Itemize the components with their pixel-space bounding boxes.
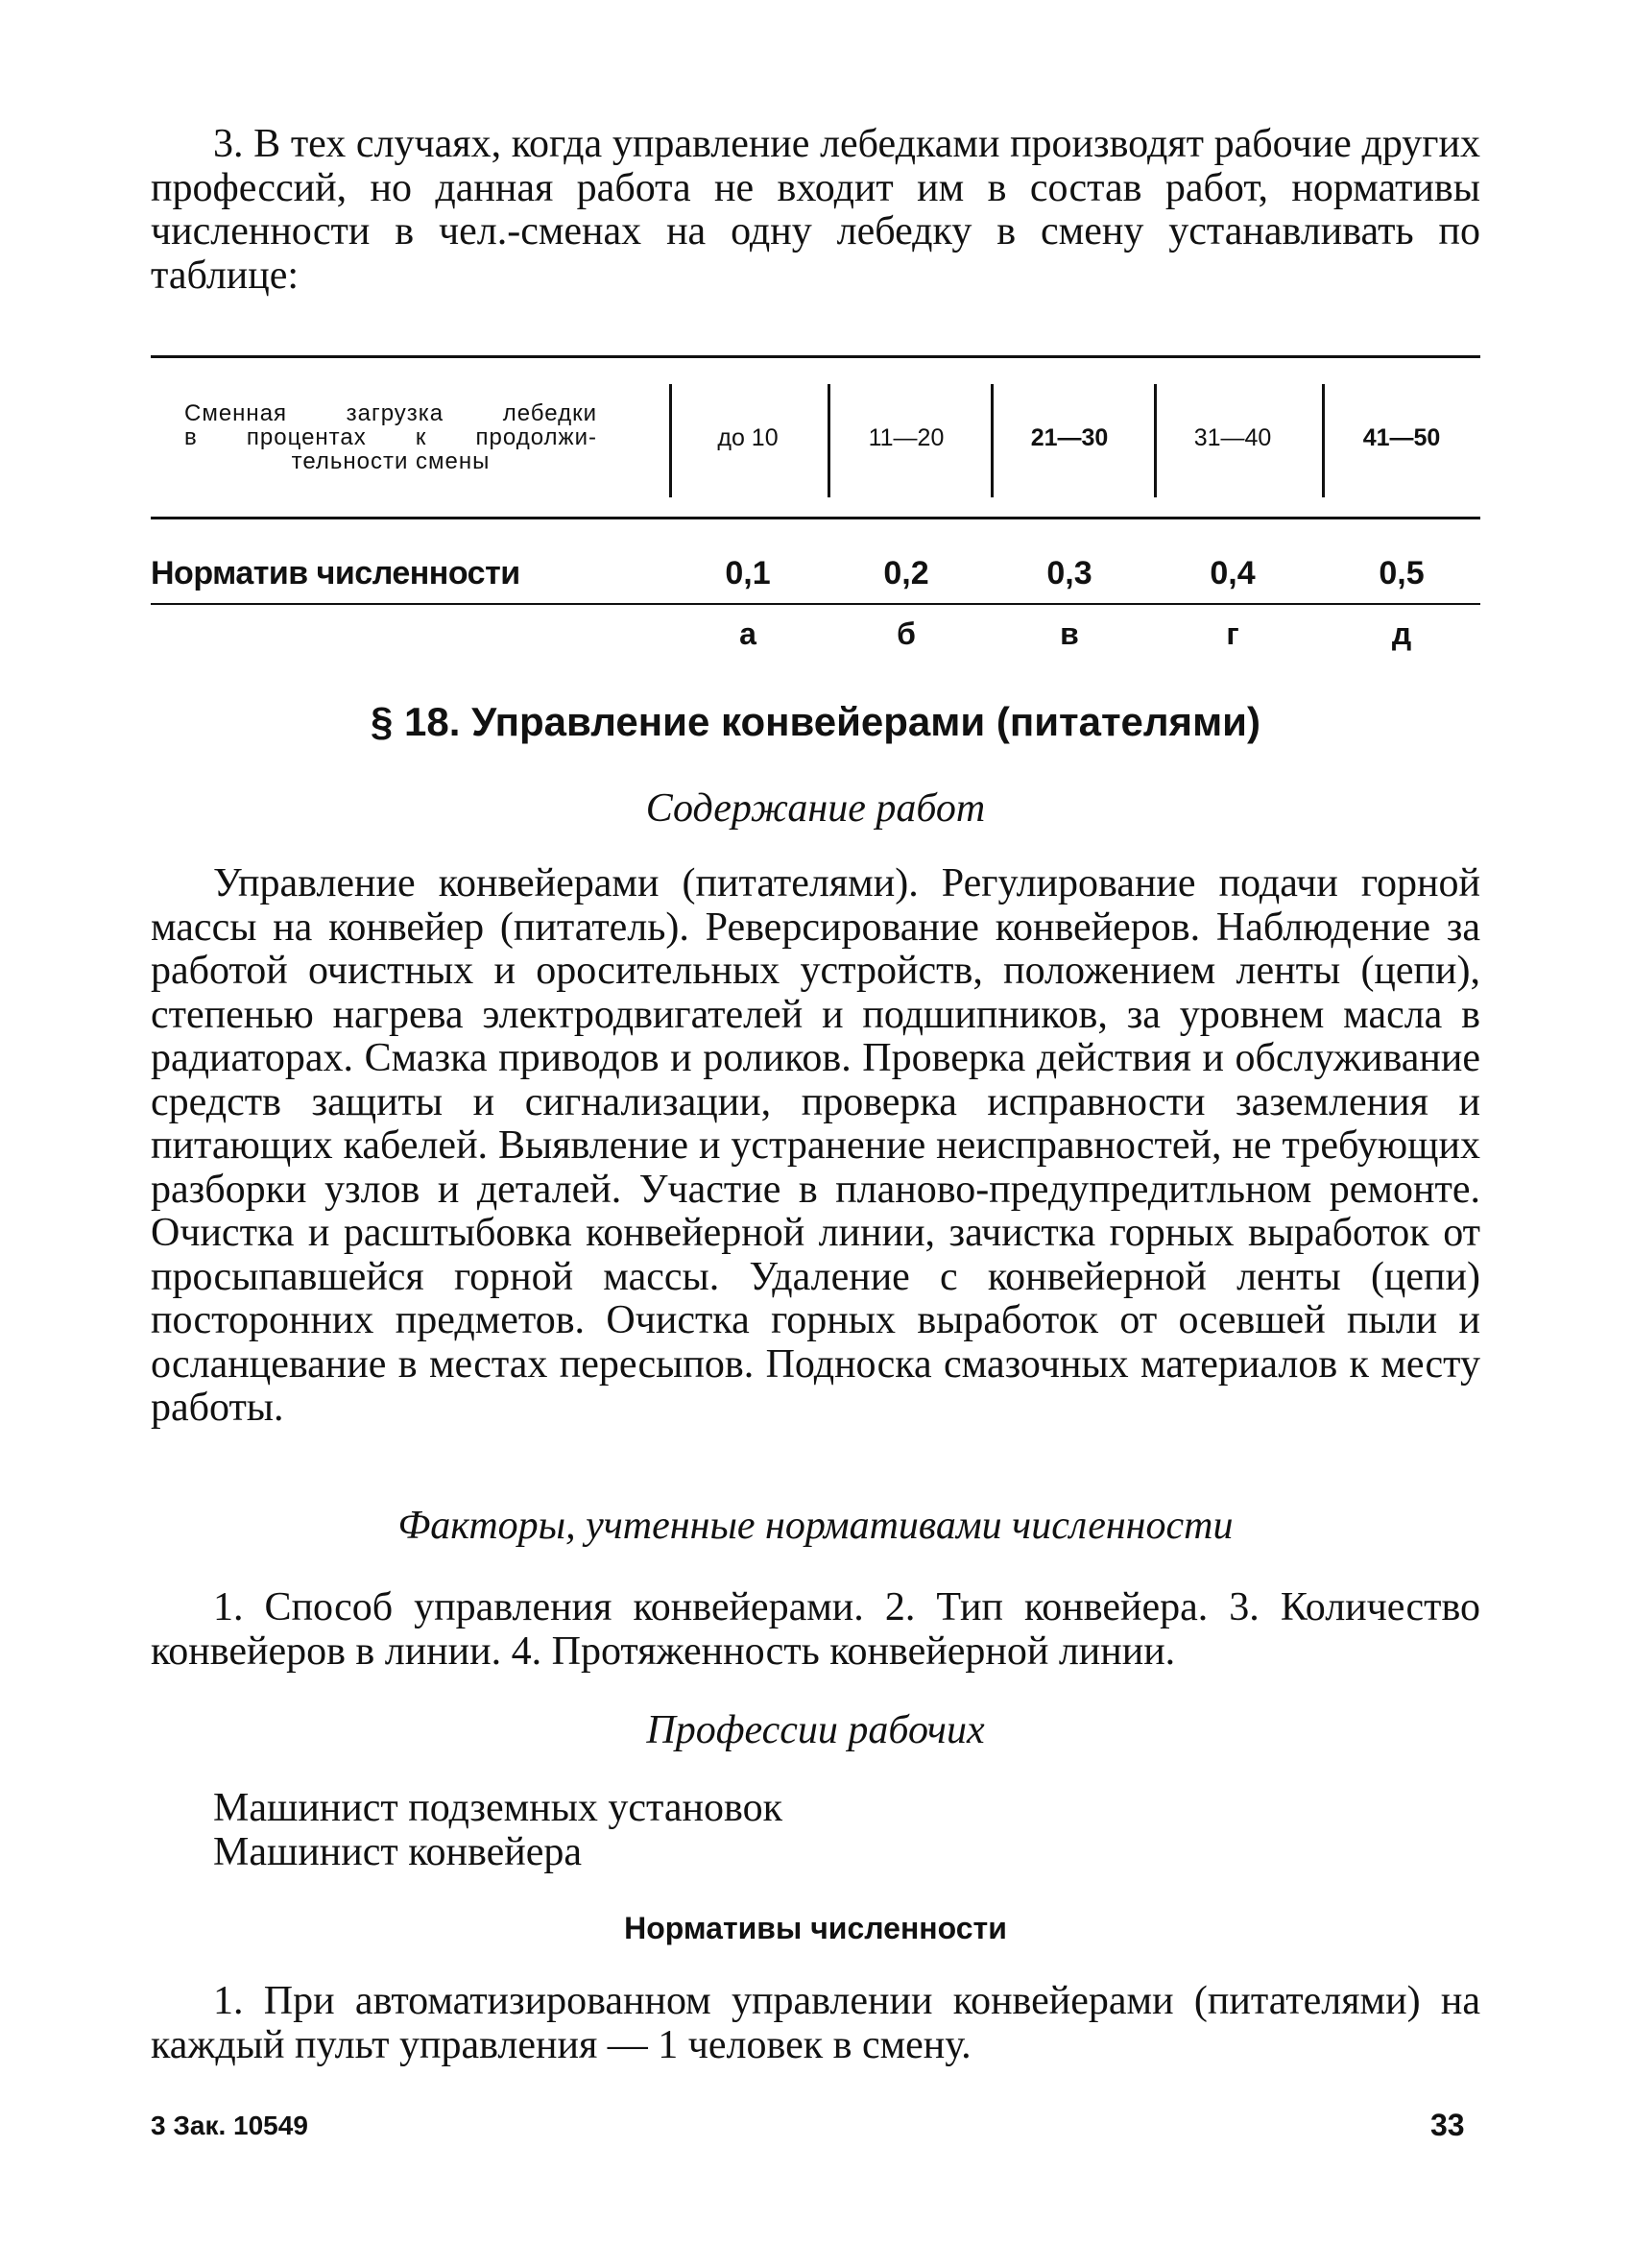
factors-paragraph: 1. Способ управления конвейерами. 2. Тип конвейера. 3. Количество конвейеров в линии. 4. Протяженность конвейерной линии. <box>151 1585 1480 1674</box>
column-header: 31—40 <box>1193 424 1272 451</box>
table-cell: 0,5 <box>1379 555 1425 591</box>
header-label-line-1: Сменная загрузка лебедки <box>184 400 597 426</box>
profession-item: Машинист подземных установок <box>213 1786 782 1830</box>
page-number: 33 <box>1430 2108 1465 2142</box>
table-header-label <box>184 401 597 473</box>
professions-list <box>213 1786 782 1874</box>
content-heading: Содержание работ <box>645 786 986 831</box>
header-label-line-3: тельности смены <box>291 448 491 474</box>
table-cell: 0,3 <box>1046 555 1092 591</box>
column-letter: г <box>1226 616 1239 651</box>
column-divider <box>1154 384 1157 497</box>
column-letter: б <box>897 616 916 651</box>
professions-heading: Профессии рабочих <box>646 1708 985 1752</box>
column-header: до 10 <box>717 424 779 451</box>
column-divider <box>828 384 830 497</box>
table-cell: 0,4 <box>1210 555 1256 591</box>
table-header-rule <box>151 517 1480 519</box>
column-header: 21—30 <box>1030 424 1109 451</box>
column-divider <box>991 384 994 497</box>
column-letter: а <box>739 616 756 651</box>
content-paragraph: Управление конвейерами (питателями). Регулирование подачи горной массы на конвейер (питатель). Реверсирование конвейеров. Наблюдение за работой очистных и оросительных устройств, положением ленты (цепи), степенью нагрева электродвигателей и подшипников, за уровнем масла в радиаторах. Смазка приводов и роликов. Проверка действия и обслуживание средств защиты и сигнализации, проверка исправности заземления и питающих кабелей. Выявление и устранение неисправностей, не требующих разборки узлов и деталей. Участие в планово-предупредитльном ремонте. Очистка и расштыбовка конвейерной линии, зачистка горных выработок от просыпавшейся горной массы. Удаление с конвейерной ленты (цепи) посторонних предметов. Очистка горных выработок от осевшей пыли и осланцевание в местах пересыпов. Подноска смазочных материалов к месту работы. <box>151 861 1480 1430</box>
section-heading: § 18. Управление конвейерами (питателями) <box>371 699 1260 744</box>
table-top-rule <box>151 355 1480 358</box>
column-letter: в <box>1060 616 1079 651</box>
workload-table <box>151 355 1480 663</box>
header-label-line-2: в процентах к продолжи- <box>184 424 597 450</box>
column-header: 41—50 <box>1362 424 1441 451</box>
intro-paragraph: 3. В тех случаях, когда управление лебедками производят рабочие других профессий, но данная работа не входит им в состав работ, нормативы численности в чел.-сменах на одну лебедку в смену устанавливать по таблице: <box>151 122 1480 298</box>
row-label: Норматив численности <box>151 555 520 591</box>
profession-item: Машинист конвейера <box>213 1830 582 1874</box>
table-cell: 0,2 <box>883 555 929 591</box>
print-order-note: 3 Зак. 10549 <box>151 2111 308 2140</box>
column-divider <box>1322 384 1325 497</box>
column-divider <box>669 384 672 497</box>
norms-heading: Нормативы численности <box>624 1911 1007 1945</box>
table-bottom-rule <box>151 603 1480 605</box>
column-letter: д <box>1391 616 1412 651</box>
norms-paragraph: 1. При автоматизированном управлении конвейерами (питателями) на каждый пульт управления — 1 человек в смену. <box>151 1979 1480 2067</box>
table-cell: 0,1 <box>725 555 771 591</box>
factors-heading: Факторы, учтенные нормативами численности <box>397 1504 1234 1548</box>
column-header: 11—20 <box>868 424 945 451</box>
